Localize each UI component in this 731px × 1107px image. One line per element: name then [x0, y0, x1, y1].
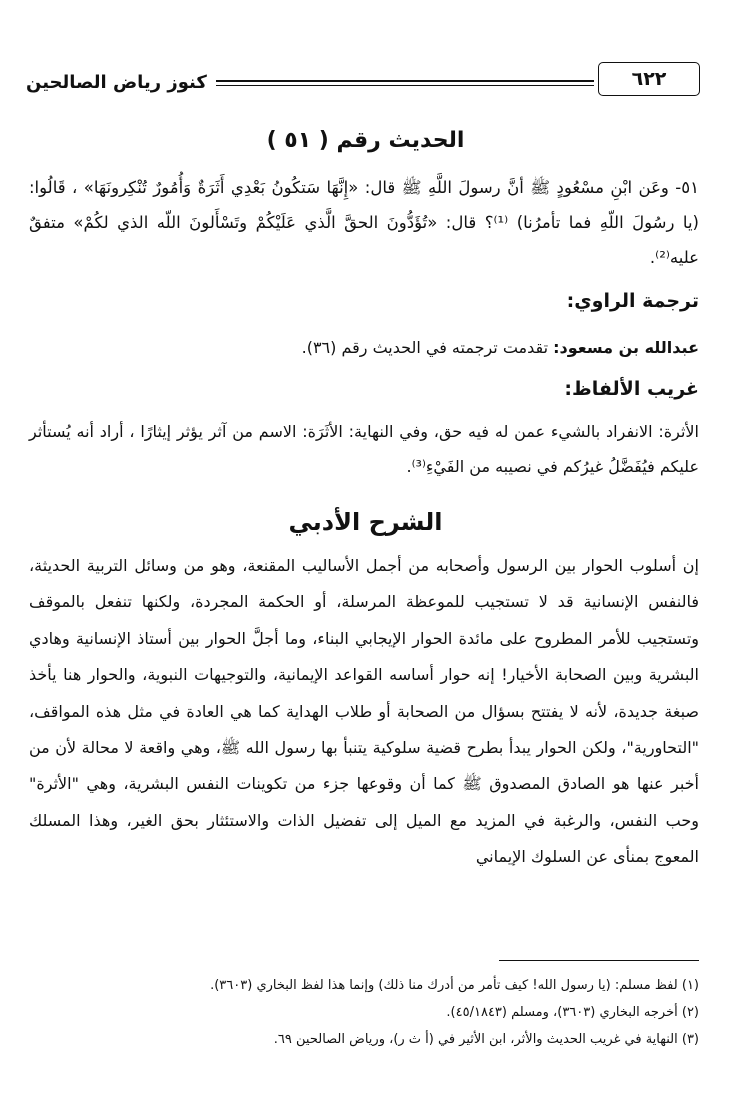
footnote-3: (٣) النهاية في غريب الحديث والأثر، ابن الأثير في (أ ث ر)، ورياض الصالحين ٦٩. [273, 1032, 699, 1047]
book-title: كنوز رياض الصالحين [26, 72, 207, 93]
hadith-text: ٥١- وعَن ابْنِ مسْعُودٍ ﷺ أنَّ رسولَ اللَّهِ ﷺ قال: «إِنَّهَا سَتكُونُ بَعْدِي أَثَرَةٌ وَأُمُورٌ تُنْكِرونَهَا» ، قَالُوا: (يا رسُولَ اللّهِ فما تأمرُنا) ⁽¹⁾؟ قال: «تُؤَدُّونَ الحقَّ الَّذي عَلَيْكُمْ وتَسْأَلونَ اللّه الذي لكُمْ» متفقٌ عليه⁽²⁾. [29, 178, 699, 267]
vocab-text-block [29, 414, 699, 484]
sharh-text-block [29, 548, 699, 876]
header-rule [216, 80, 594, 82]
footnote-2: (٢) أخرجه البخاري (٣٦٠٣)، ومسلم (٤٥/١٨٤٣). [446, 1005, 699, 1020]
page-number: ٦٢٢ [598, 62, 700, 96]
footnote-1: (١) لفظ مسلم: (يا رسول الله! كيف تأمر من أدرك منا ذلك) وإنما هذا لفظ البخاري (٣٦٠٣). [210, 978, 699, 993]
footnotes [29, 972, 699, 1053]
narrator-heading: ترجمة الراوي: [566, 290, 699, 312]
header-rule-thin [216, 85, 594, 86]
sharh-heading: الشرح الأدبي [288, 508, 443, 536]
vocab-text: الأثرة: الانفراد بالشيء عمن له فيه حق، وفي النهاية: الأثَرَة: الاسم من آثر يؤثر إيثارًا ، أراد أنه يُستأثر عليكم فيُفَضَّلُ غيرُكم في نصيبه من الفَيْءِ⁽³⁾. [29, 422, 699, 476]
page-header [26, 58, 706, 104]
hadith-text-block [29, 170, 699, 275]
vocab-heading: غريب الألفاظ: [564, 378, 699, 400]
narrator-paragraph [29, 330, 699, 365]
narrator-name: عبدالله بن مسعود: [553, 338, 699, 357]
narrator-text-block [29, 330, 699, 365]
sharh-text: إن أسلوب الحوار بين الرسول وأصحابه من أجمل الأساليب المقنعة، وهو من وسائل التربية الحديثة، فالنفس الإنسانية قد لا تستجيب للموعظة المرسلة، أو الحكمة المجردة، ولكنها تنفعل بالموقف وتستجيب للأمر المطروح على مائدة الحوار الإيجابي البناء، وما أجلَّ الحوار بين أستاذ الإنسانية وهادي البشرية وبين الصحابة الأخيار! إنه حوار أساسه القواعد الإيمانية، والتوجيهات النبوية، والحوار هنا يأخذ صبغة جديدة، لأنه لا يفتتح بسؤال من الصحابة أو طلاب الهداية كما هي العادة في مثل هذه المواقف، "التحاورية"، ولكن الحوار يبدأ بطرح قضية سلوكية يتنبأ بها رسول الله ﷺ، وهي واقعة لا محالة لأن من أخبر عنها هو الصادق المصدوق ﷺ كما أن وقوعها جزء من تكوينات النفس البشرية، وهي "الأثرة" وحب النفس، والرغبة في المزيد مع الميل إلى تفضيل الذات والاستئثار بحق الغير، وهذا المسلك المعوج بمنأى عن السلوك الإيماني [29, 556, 699, 867]
hadith-heading: الحديث رقم ( ٥١ ) [266, 128, 465, 153]
footnote-divider [499, 960, 699, 961]
narrator-text: تقدمت ترجمته في الحديث رقم (٣٦). [301, 338, 554, 357]
